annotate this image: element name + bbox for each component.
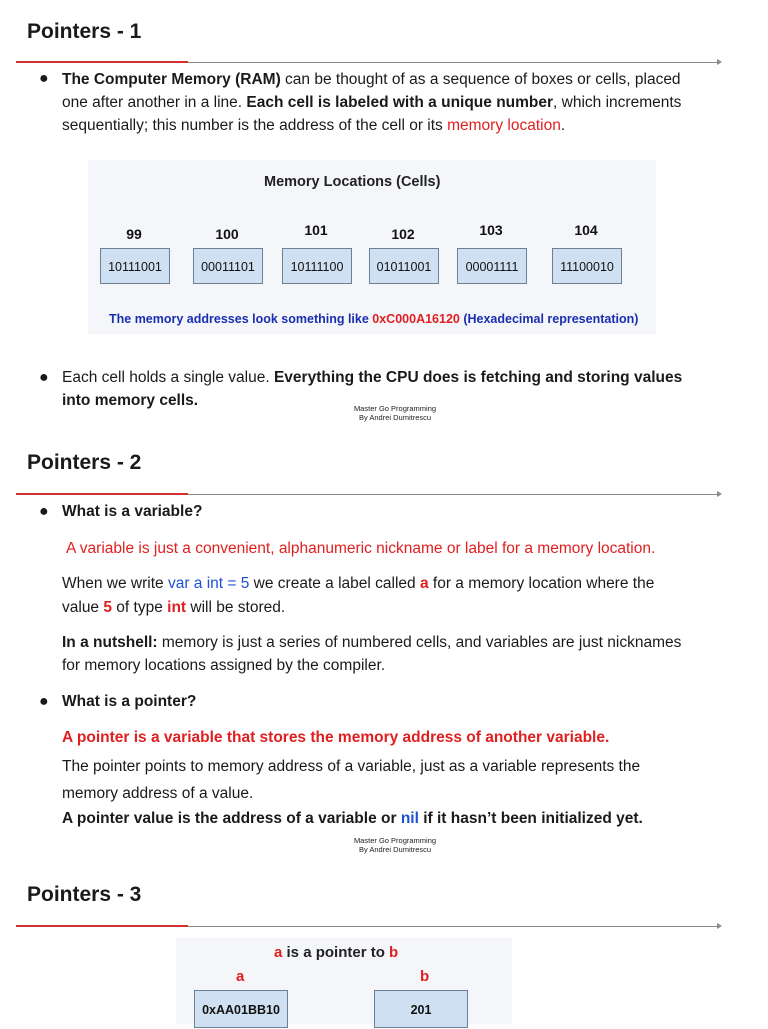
text: When we write — [62, 575, 168, 592]
bullet-dot: ● — [39, 70, 49, 87]
cpu-emphasis: Everything the CPU does is fetching and storing values — [273, 369, 683, 386]
pointer-definition — [62, 726, 752, 749]
footer-author: By Andrei Dumitrescu — [358, 413, 432, 422]
cell-address: 99 — [126, 226, 142, 242]
text: The pointer points to memory address of a variable, just as a variable represents the — [62, 758, 641, 775]
text: sequentially; this number is the address of the cell or its — [62, 117, 448, 134]
cell-address: 100 — [215, 226, 239, 242]
variable-question — [62, 500, 202, 523]
slide-footer — [320, 836, 470, 854]
value-cell-b: 201 — [374, 990, 468, 1028]
slide-footer — [320, 404, 470, 422]
text: Each cell holds a single value. — [62, 369, 274, 386]
caption-hex-example: 0xC000A16120 — [372, 312, 460, 326]
cell-address: 101 — [304, 222, 328, 238]
memory-cell: 11100010 — [552, 248, 622, 284]
cell-address: 103 — [479, 222, 503, 238]
cell-address: 104 — [574, 222, 598, 238]
var-name-highlight: a — [419, 575, 429, 592]
text: of type — [112, 599, 168, 616]
text: can be thought of as a sequence of boxes or cells, placed — [280, 71, 681, 88]
bullet-dot: ● — [39, 503, 49, 520]
bullet-dot: ● — [39, 693, 49, 710]
question-text: What is a variable? — [62, 503, 203, 520]
section-3-divider — [16, 926, 718, 927]
pointer-explanation — [62, 753, 752, 807]
section-1-divider — [16, 62, 718, 63]
text: if it hasn’t been initialized yet. — [418, 810, 643, 827]
footer-course: Master Go Programming — [353, 836, 437, 845]
pointer-diagram — [176, 938, 512, 1024]
memory-intro-paragraph — [62, 68, 752, 137]
diagram-title — [274, 944, 398, 961]
title-var-b: b — [389, 944, 399, 961]
memory-location-highlight: memory location — [447, 117, 561, 134]
label-b: b — [420, 968, 430, 985]
text: memory address of a value. — [62, 785, 254, 802]
text: value — [62, 599, 104, 616]
pointer-question — [62, 690, 196, 713]
memory-cell: 00001111 — [457, 248, 527, 284]
cell-address: 102 — [391, 226, 415, 242]
label-a: a — [236, 968, 245, 985]
footer-author: By Andrei Dumitrescu — [358, 845, 432, 854]
question-text: What is a pointer? — [62, 693, 197, 710]
memory-cells-figure — [88, 160, 656, 334]
footer-course: Master Go Programming — [353, 404, 437, 413]
title-var-a: a — [274, 944, 283, 961]
pointer-definition-text: A pointer is a variable that stores the memory address of another variable. — [62, 729, 610, 746]
code-snippet: var a int = 5 — [167, 575, 250, 592]
section-3-title: Pointers - 3 — [27, 883, 142, 906]
text: , which increments — [553, 94, 682, 111]
pointer-cell-a: 0xAA01BB10 — [194, 990, 288, 1028]
memory-cell: 00011101 — [193, 248, 263, 284]
text: we create a label called — [249, 575, 420, 592]
figure-caption — [109, 312, 638, 326]
text: . — [560, 117, 566, 134]
memory-cell: 01011001 — [369, 248, 439, 284]
memory-cell: 10111100 — [282, 248, 352, 284]
section-2-divider — [16, 494, 718, 495]
ram-term: The Computer Memory (RAM) — [62, 71, 281, 88]
nutshell-label: In a nutshell: — [62, 634, 158, 651]
nutshell-paragraph — [62, 631, 752, 677]
figure-title: Memory Locations (Cells) — [264, 174, 441, 190]
section-2-title: Pointers - 2 — [27, 451, 142, 474]
bullet-dot: ● — [39, 369, 49, 386]
nil-keyword: nil — [400, 810, 419, 827]
text: memory is just a series of numbered cells, and variables are just nicknames — [157, 634, 682, 651]
text: one after another in a line. — [62, 94, 247, 111]
value-highlight: 5 — [103, 599, 112, 616]
memory-cell: 10111001 — [100, 248, 170, 284]
caption-text: The memory addresses look something like — [109, 312, 373, 326]
title-text: is a pointer to — [282, 944, 390, 961]
var-example-paragraph — [62, 572, 752, 620]
caption-text: (Hexadecimal representation) — [459, 312, 639, 326]
text: A pointer value is the address of a variable or — [62, 810, 401, 827]
variable-definition: A variable is just a convenient, alphanumeric nickname or label for a memory location. — [66, 540, 656, 557]
cpu-emphasis: into memory cells. — [62, 392, 199, 409]
unique-number-emphasis: Each cell is labeled with a unique number — [246, 94, 554, 111]
type-highlight: int — [167, 599, 187, 616]
text: for memory locations assigned by the compiler. — [62, 657, 386, 674]
text: for a memory location where the — [428, 575, 655, 592]
pointer-value-paragraph — [62, 807, 752, 830]
section-1-title: Pointers - 1 — [27, 20, 142, 43]
text: will be stored. — [186, 599, 286, 616]
